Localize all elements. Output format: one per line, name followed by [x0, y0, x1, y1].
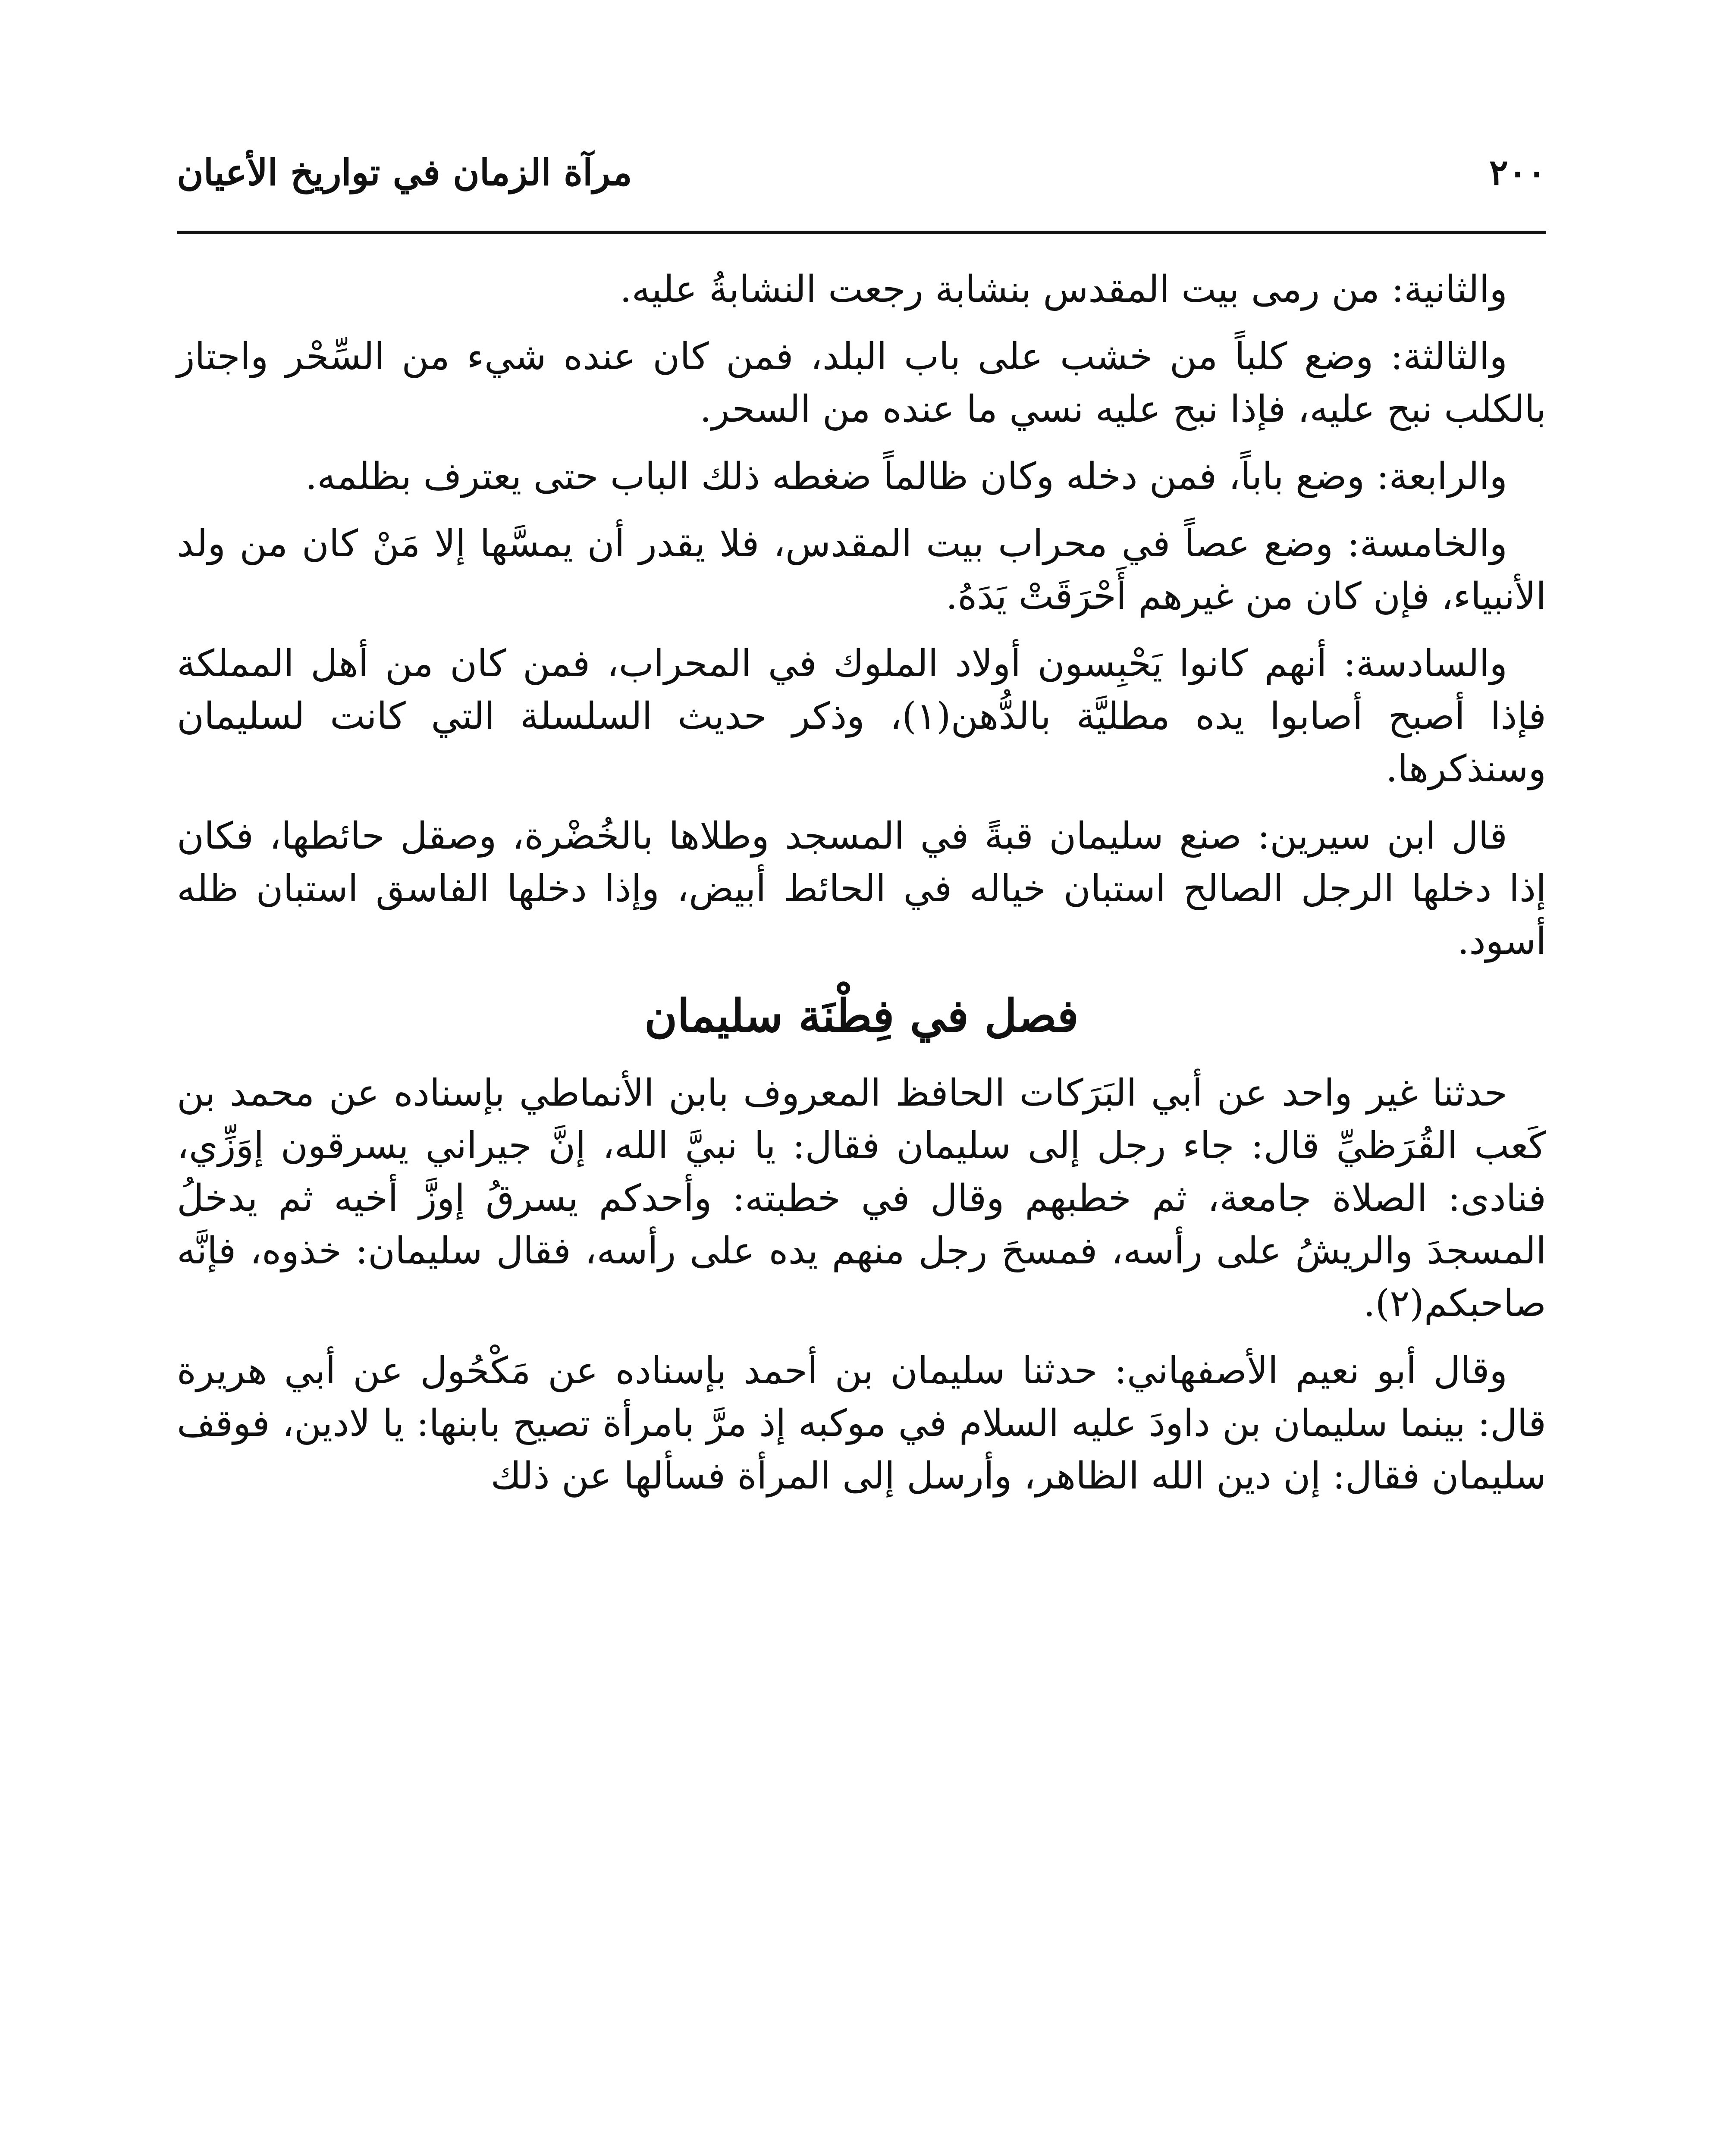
paragraph: والثانية: من رمى بيت المقدس بنشابة رجعت النشابةُ عليه. — [620, 268, 1507, 311]
running-title: مرآة الزمان في تواريخ الأعيان — [177, 151, 632, 194]
paragraph: والسادسة: أنهم كانوا يَحْبِسون أولاد الملوك في المحراب، فمن كان من أهل المملكة فإذا أصبح أصابوا يده مطليَّة بالدُّهن(١)، وذكر حديث السلسلة التي كانت لسليمان وسنذكرها. — [177, 642, 1547, 790]
page-header — [177, 147, 1546, 198]
paragraph: قال ابن سيرين: صنع سليمان قبةً في المسجد وطلاها بالخُضْرة، وصقل حائطها، فكان إذا دخلها الرجل الصالح استبان خياله في الحائط أبيض، وإذا دخلها الفاسق استبان ظله أسود. — [177, 815, 1546, 963]
paragraph: والرابعة: وضع باباً، فمن دخله وكان ظالماً ضغطه ذلك الباب حتى يعترف بظلمه. — [305, 455, 1507, 498]
paragraph: والخامسة: وضع عصاً في محراب بيت المقدس، فلا يقدر أن يمسَّها إلا مَنْ كان من ولد الأنبياء، فإن كان من غيرهم أَحْرَقَتْ يَدَهُ. — [177, 522, 1546, 618]
main-text — [177, 263, 1546, 1517]
header-rule — [177, 231, 1546, 234]
paragraph: حدثنا غير واحد عن أبي البَرَكات الحافظ المعروف بابن الأنماطي بإسناده عن محمد بن كَعب القُرَظيِّ قال: جاء رجل إلى سليمان فقال: يا نبيَّ الله، إنَّ جيراني يسرقون إوَزِّي، فنادى: الصلاة جامعة، ثم خطبهم وقال في خطبته: وأحدكم يسرقُ إوزَّ أخيه ثم يدخلُ المسجدَ والريشُ على رأسه، فمسحَ رجل منهم يده على رأسه، فقال سليمان: خذوه، فإنَّه صاحبكم(٢). — [177, 1072, 1546, 1325]
paragraph: وقال أبو نعيم الأصفهاني: حدثنا سليمان بن أحمد بإسناده عن مَكْحُول عن أبي هريرة قال: بينما سليمان بن داودَ عليه السلام في موكبه إذ مرَّ بامرأة تصيح بابنها: يا لادين، فوقف سليمان فقال: إن دين الله الظاهر، وأرسل إلى المرأة فسألها عن ذلك — [177, 1349, 1546, 1498]
page-number: ٢٠٠ — [1489, 152, 1546, 193]
section-heading: فصل في فِطْنَة سليمان — [644, 989, 1079, 1042]
paragraph: والثالثة: وضع كلباً من خشب على باب البلد، فمن كان عنده شيء من السِّحْر واجتاز بالكلب نبح عليه، فإذا نبح عليه نسي ما عنده من السحر. — [177, 335, 1546, 431]
